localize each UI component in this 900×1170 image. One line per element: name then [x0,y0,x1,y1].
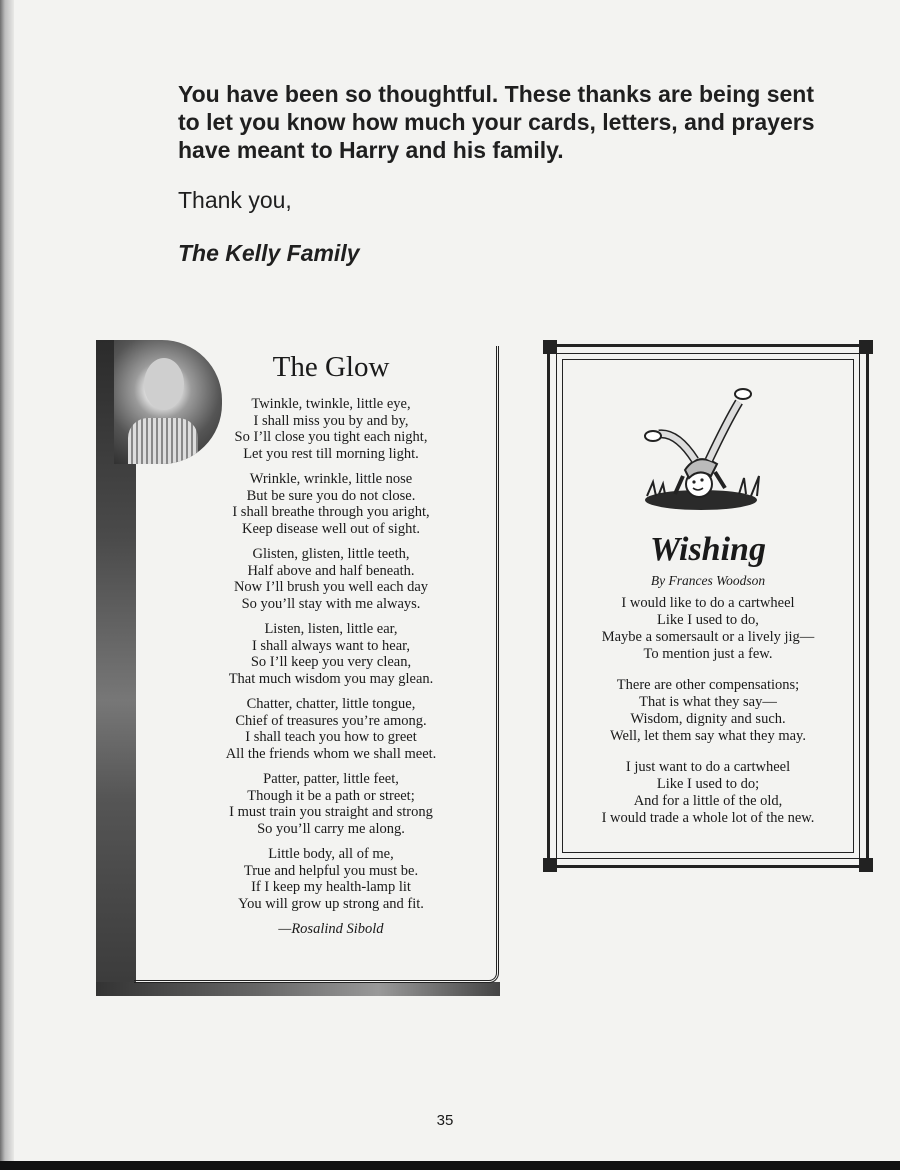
poem-line: I just want to do a cartwheel [625,759,791,775]
poem-line: Wrinkle, wrinkle, little nose [249,471,413,487]
poem-line: I would like to do a cartwheel [621,595,795,611]
glow-stanza [196,846,466,912]
page-bottom-edge [0,1161,900,1170]
poem-line: Chatter, chatter, little tongue, [246,696,416,712]
family-signature: The Kelly Family [178,240,360,266]
frame-corner-ornament [859,858,873,872]
photo-background-bottom [96,982,500,996]
poem-line: So you’ll stay with me always. [241,595,421,612]
poem-line: Like I used to do, [657,612,759,628]
poem-line: Well, let them say what they may. [609,728,806,744]
glow-stanza [196,546,466,612]
poem-line: Chief of treasures you’re among. [235,712,427,729]
glow-stanza [196,396,466,462]
poem-line: Now I’ll brush you well each day [233,579,429,595]
wishing-stanza [571,677,845,745]
wishing-poem-author: By Frances Woodson [650,573,766,588]
poem-line: You will grow up strong and fit. [238,895,424,912]
poem-line: Though it be a path or street; [247,787,415,804]
poem-line: So you’ll carry me along. [257,820,405,837]
poem-line: Let you rest till morning light. [243,445,419,462]
thanks-closing: Thank you, [178,187,292,213]
poem-line: Like I used to do; [656,776,760,792]
page-binding-edge [0,0,14,1170]
wishing-stanza [571,759,845,827]
frame-corner-ornament [543,858,557,872]
poem-line: Little body, all of me, [268,846,394,862]
poem-line: That is what they say— [639,694,777,710]
wishing-stanza [571,595,845,663]
message-line-2: to let you know how much your cards, letters, and prayers [178,109,815,135]
frame-corner-ornament [543,340,557,354]
poem-line: That much wisdom you may glean. [228,670,434,687]
poem-line: And for a little of the old, [633,793,783,809]
glow-poem-panel [96,340,500,996]
poem-line: I shall teach you how to greet [245,729,417,745]
poem-line: Wisdom, dignity and such. [630,711,786,727]
poem-line: All the friends whom we shall meet. [225,745,437,762]
poem-line: Patter, patter, little feet, [263,771,399,787]
poem-line: Half above and half beneath. [247,562,415,579]
glow-poem-title: The Glow [272,351,390,383]
poem-line: But be sure you do not close. [246,487,416,504]
poem-line: Glisten, glisten, little teeth, [252,546,410,562]
page-number: 35 [436,1112,454,1129]
wishing-poem-panel [547,344,869,868]
poem-line: Twinkle, twinkle, little eye, [251,396,411,412]
poem-line: Maybe a somersault or a lively jig— [601,629,815,645]
glow-stanza [196,771,466,837]
poem-line: I shall miss you by and by, [253,412,409,429]
glow-poem-author: —Rosalind Sibold [278,921,384,937]
poem-line: There are other compensations; [616,677,800,693]
wishing-poem-text [571,530,845,841]
frame-corner-ornament [859,340,873,354]
glow-stanza [196,471,466,537]
poem-line: I must train you straight and strong [229,804,433,820]
glow-stanza [196,621,466,687]
poem-line: Listen, listen, little ear, [264,621,398,637]
poem-line: I shall breathe through you aright, [232,504,430,520]
poem-line: True and helpful you must be. [243,862,419,879]
poem-line: So I’ll keep you very clean, [250,654,412,670]
thank-you-message [178,80,838,164]
poem-line: I shall always want to hear, [251,637,411,654]
message-line-1: You have been so thoughtful. These thanks are being sent [178,81,815,107]
glow-stanza [196,696,466,762]
poem-line: I would trade a whole lot of the new. [601,810,815,826]
message-line-3: have meant to Harry and his family. [178,137,564,163]
wishing-poem-title: Wishing [650,531,766,568]
cartwheel-child-illustration [639,372,769,520]
poem-line: To mention just a few. [643,646,773,662]
poem-line: Keep disease well out of sight. [242,520,420,537]
poem-line: If I keep my health-lamp lit [251,879,411,895]
poem-line: So I’ll close you tight each night, [234,429,428,445]
glow-poem-text [196,348,466,938]
